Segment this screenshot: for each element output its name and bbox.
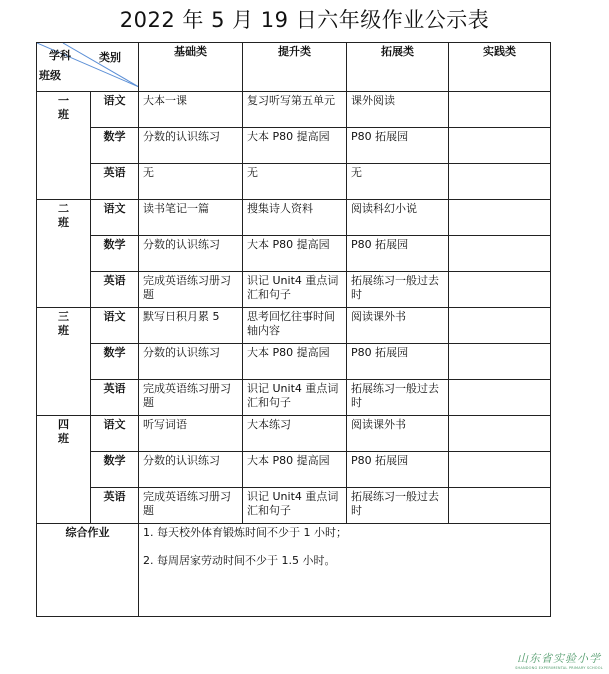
logo-english-name: SHANDONG EXPERIMENTAL PRIMARY SCHOOL: [515, 666, 603, 670]
homework-cell: [449, 308, 551, 344]
logo-chinese-name: 山东省实验小学: [517, 652, 601, 665]
school-logo: [512, 650, 606, 670]
subject-cell: 英语: [91, 272, 139, 308]
homework-cell: P80 拓展园: [347, 128, 449, 164]
comprehensive-label: 综合作业: [37, 524, 139, 617]
subject-cell: 英语: [91, 488, 139, 524]
homework-cell: 分数的认识练习: [139, 236, 243, 272]
homework-cell: 完成英语练习册习题: [139, 380, 243, 416]
header-class-label: 班级: [39, 69, 61, 82]
table-row: [37, 344, 551, 380]
class-name: 二班: [58, 202, 69, 229]
homework-cell: 听写词语: [139, 416, 243, 452]
homework-cell: 完成英语练习册习题: [139, 272, 243, 308]
homework-cell: [449, 272, 551, 308]
homework-cell: 搜集诗人资料: [243, 200, 347, 236]
homework-cell: 识记 Unit4 重点词汇和句子: [243, 272, 347, 308]
class-name-cell: [37, 416, 91, 524]
homework-cell: 拓展练习一般过去时: [347, 272, 449, 308]
table-row: [37, 452, 551, 488]
homework-cell: [449, 416, 551, 452]
homework-cell: P80 拓展园: [347, 236, 449, 272]
class-name: 一班: [58, 94, 69, 121]
subject-cell: 英语: [91, 164, 139, 200]
homework-cell: 分数的认识练习: [139, 452, 243, 488]
subject-cell: 英语: [91, 380, 139, 416]
homework-cell: 课外阅读: [347, 92, 449, 128]
homework-cell: 完成英语练习册习题: [139, 488, 243, 524]
diagonal-header-cell: [37, 43, 139, 92]
homework-cell: 默写日积月累 5: [139, 308, 243, 344]
table-row: [37, 416, 551, 452]
table-row: [37, 236, 551, 272]
subject-cell: 数学: [91, 236, 139, 272]
table-row: [37, 200, 551, 236]
subject-cell: 语文: [91, 416, 139, 452]
homework-cell: [449, 380, 551, 416]
homework-cell: 大本 P80 提高园: [243, 128, 347, 164]
homework-cell: 识记 Unit4 重点词汇和句子: [243, 488, 347, 524]
comprehensive-content: [139, 524, 551, 617]
homework-cell: 无: [243, 164, 347, 200]
homework-cell: 大本 P80 提高园: [243, 344, 347, 380]
homework-cell: P80 拓展园: [347, 452, 449, 488]
homework-cell: 无: [139, 164, 243, 200]
col-header-extension: 拓展类: [347, 43, 449, 92]
homework-cell: P80 拓展园: [347, 344, 449, 380]
header-category-label: 类别: [99, 51, 121, 64]
homework-cell: 复习听写第五单元: [243, 92, 347, 128]
subject-cell: 数学: [91, 128, 139, 164]
comprehensive-item: 2. 每周居家劳动时间不少于 1.5 小时。: [143, 554, 336, 567]
col-header-basic: 基础类: [139, 43, 243, 92]
table-row: [37, 380, 551, 416]
homework-cell: [449, 488, 551, 524]
col-header-practice: 实践类: [449, 43, 551, 92]
homework-cell: [449, 164, 551, 200]
homework-cell: 阅读课外书: [347, 308, 449, 344]
page-title: 2022 年 5 月 19 日六年级作业公示表: [119, 8, 490, 32]
subject-cell: 语文: [91, 92, 139, 128]
class-name-cell: [37, 308, 91, 416]
subject-cell: 语文: [91, 308, 139, 344]
subject-cell: 语文: [91, 200, 139, 236]
homework-cell: [449, 92, 551, 128]
homework-cell: [449, 236, 551, 272]
homework-cell: [449, 452, 551, 488]
homework-cell: 无: [347, 164, 449, 200]
homework-table: [36, 42, 551, 617]
homework-cell: 阅读科幻小说: [347, 200, 449, 236]
header-row: [37, 43, 551, 92]
homework-cell: 拓展练习一般过去时: [347, 488, 449, 524]
homework-cell: 大本 P80 提高园: [243, 236, 347, 272]
table-row: [37, 128, 551, 164]
table-row: [37, 308, 551, 344]
comprehensive-row: [37, 524, 551, 617]
table-row: [37, 92, 551, 128]
table-row: [37, 272, 551, 308]
class-name-cell: [37, 92, 91, 200]
homework-cell: [449, 344, 551, 380]
table-row: [37, 488, 551, 524]
subject-cell: 数学: [91, 452, 139, 488]
homework-cell: 读书笔记一篇: [139, 200, 243, 236]
homework-cell: 阅读课外书: [347, 416, 449, 452]
homework-cell: 思考回忆往事时间轴内容: [243, 308, 347, 344]
homework-cell: [449, 128, 551, 164]
homework-cell: 分数的认识练习: [139, 344, 243, 380]
col-header-advanced: 提升类: [243, 43, 347, 92]
class-name-cell: [37, 200, 91, 308]
homework-cell: 大本 P80 提高园: [243, 452, 347, 488]
header-subject-label: 学科: [49, 49, 71, 62]
class-name: 三班: [58, 310, 69, 337]
homework-cell: 大本练习: [243, 416, 347, 452]
subject-cell: 数学: [91, 344, 139, 380]
homework-cell: [449, 200, 551, 236]
homework-cell: 识记 Unit4 重点词汇和句子: [243, 380, 347, 416]
homework-cell: 大本一课: [139, 92, 243, 128]
homework-cell: 拓展练习一般过去时: [347, 380, 449, 416]
class-name: 四班: [58, 418, 69, 445]
table-row: [37, 164, 551, 200]
comprehensive-item: 1. 每天校外体育锻炼时间不少于 1 小时；: [143, 526, 347, 539]
homework-cell: 分数的认识练习: [139, 128, 243, 164]
